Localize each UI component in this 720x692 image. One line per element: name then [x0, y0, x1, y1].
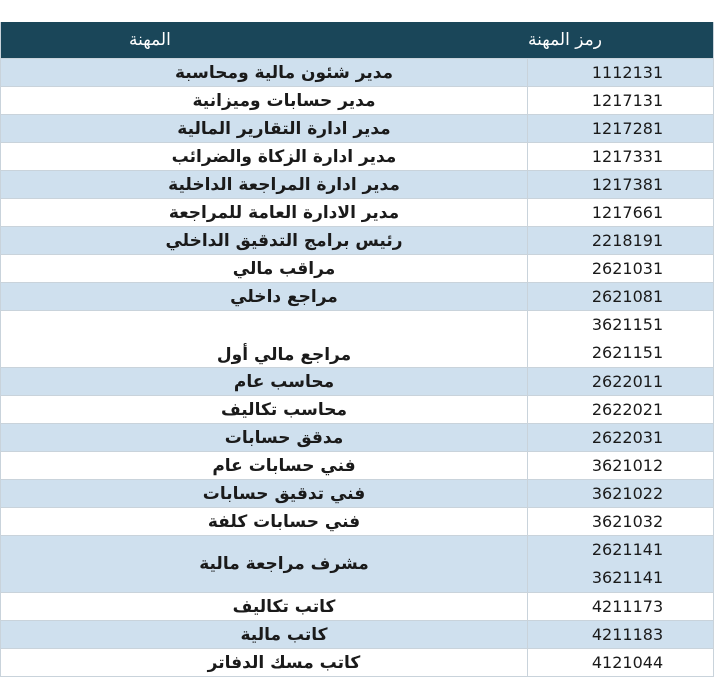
code-cell	[528, 115, 713, 142]
table-row	[1, 535, 713, 592]
occupation-code: 1217131	[591, 90, 664, 110]
occupation-cell: كاتب مسك الدفاتر	[1, 649, 528, 676]
occupation-code: 4211183	[591, 624, 664, 644]
occupation-code: 3621151	[591, 315, 664, 334]
occupation-code: 4121044	[591, 652, 664, 672]
occupation-cell: مدير ادارة المراجعة الداخلية	[1, 171, 528, 198]
occupation-code: 3621022	[591, 483, 664, 503]
code-cell	[528, 87, 713, 114]
table-body	[1, 58, 713, 676]
table-row	[1, 592, 713, 620]
occupation-cell: مدير شئون مالية ومحاسبة	[1, 59, 528, 86]
occupations-table	[0, 22, 714, 677]
table-row	[1, 507, 713, 535]
table-row	[1, 226, 713, 254]
occupation-cell: كاتب مالية	[1, 621, 528, 648]
code-cell	[528, 59, 713, 86]
code-cell	[528, 311, 713, 367]
occupation-code: 3621032	[591, 511, 664, 531]
occupation-code: 1217661	[591, 202, 664, 222]
occupation-cell: مدير ادارة الزكاة والضرائب	[1, 143, 528, 170]
occupation-code: 2622031	[591, 427, 664, 447]
code-cell	[528, 593, 713, 620]
occupation-code: 2621081	[591, 286, 664, 306]
table-row	[1, 395, 713, 423]
code-cell	[528, 199, 713, 226]
table-row	[1, 310, 713, 367]
occupation-cell: مراجع مالي أول	[1, 311, 528, 367]
occupation-code: 1112131	[591, 62, 664, 82]
table-row	[1, 198, 713, 226]
table-header	[1, 22, 713, 58]
occupation-code: 2622021	[591, 399, 664, 419]
occupation-cell: مشرف مراجعة مالية	[1, 536, 528, 592]
occupation-code: 3621012	[591, 455, 664, 475]
occupation-column-header: المهنة	[129, 30, 171, 50]
occupation-cell: كاتب تكاليف	[1, 593, 528, 620]
code-cell	[528, 368, 713, 395]
occupation-code: 2218191	[591, 230, 664, 250]
occupation-code: 1217281	[591, 118, 664, 138]
occupation-code: 4211173	[591, 596, 664, 616]
occupation-code: 1217381	[591, 174, 664, 194]
occupation-cell: رئيس برامج التدقيق الداخلي	[1, 227, 528, 254]
table-row	[1, 620, 713, 648]
code-cell	[528, 143, 713, 170]
occupation-code: 3621141	[591, 568, 664, 587]
occupation-cell: مراقب مالي	[1, 255, 528, 282]
table-row	[1, 648, 713, 676]
table-row	[1, 58, 713, 86]
code-cell	[528, 227, 713, 254]
code-cell	[528, 452, 713, 479]
occupation-cell: فني تدقيق حسابات	[1, 480, 528, 507]
table-row	[1, 451, 713, 479]
occupation-cell: محاسب عام	[1, 368, 528, 395]
code-column-header: رمز المهنة	[528, 30, 602, 50]
table-row	[1, 479, 713, 507]
table-row	[1, 423, 713, 451]
table-row	[1, 170, 713, 198]
occupation-code: 2621141	[591, 540, 664, 559]
occupation-code: 2621151	[591, 343, 664, 362]
occupation-cell: مدير ادارة التقارير المالية	[1, 115, 528, 142]
code-cell	[528, 255, 713, 282]
occupation-cell: فني حسابات عام	[1, 452, 528, 479]
code-cell	[528, 283, 713, 310]
occupation-code: 2621031	[591, 258, 664, 278]
table-row	[1, 114, 713, 142]
occupation-code: 1217331	[591, 146, 664, 166]
occupation-code: 2622011	[591, 371, 664, 391]
code-cell	[528, 424, 713, 451]
occupation-cell: مدير حسابات وميزانية	[1, 87, 528, 114]
occupation-cell: مدير الادارة العامة للمراجعة	[1, 199, 528, 226]
code-cell	[528, 536, 713, 592]
table-row	[1, 254, 713, 282]
table-row	[1, 142, 713, 170]
code-cell	[528, 649, 713, 676]
code-cell	[528, 396, 713, 423]
code-cell	[528, 171, 713, 198]
table-row	[1, 367, 713, 395]
code-cell	[528, 480, 713, 507]
occupation-cell: محاسب تكاليف	[1, 396, 528, 423]
table-row	[1, 86, 713, 114]
table-row	[1, 282, 713, 310]
occupation-cell: مدقق حسابات	[1, 424, 528, 451]
code-cell	[528, 508, 713, 535]
occupation-cell: مراجع داخلي	[1, 283, 528, 310]
occupation-cell: فني حسابات كلفة	[1, 508, 528, 535]
code-cell	[528, 621, 713, 648]
